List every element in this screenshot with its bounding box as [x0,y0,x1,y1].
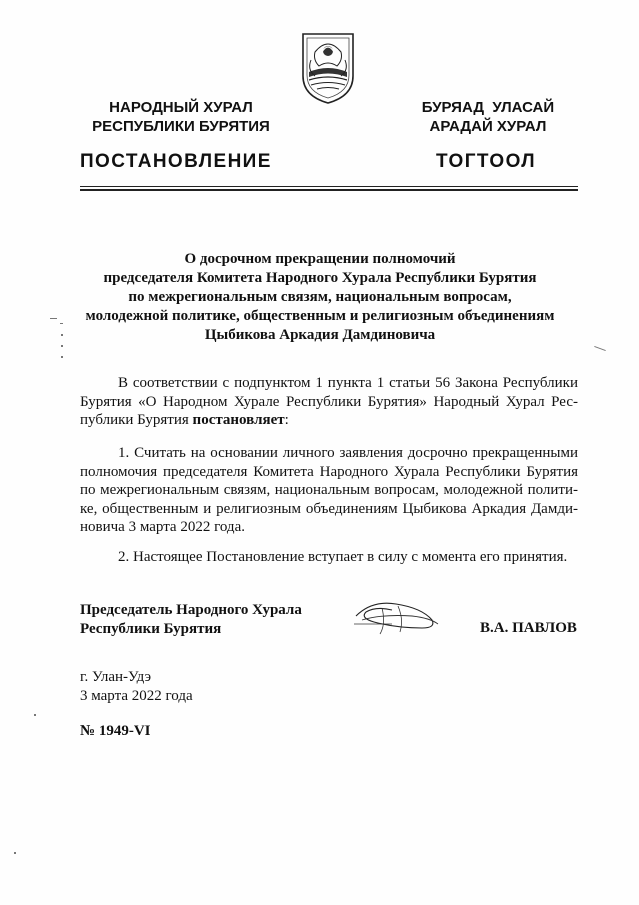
item-1-line: новича 3 марта 2022 года. [80,519,245,535]
doc-type-buryat: ТОГТООЛ [436,151,537,172]
org-right-line-1: БУРЯАД УЛАСАЙ [421,99,555,116]
doc-type-russian: ПОСТАНОВЛЕНИЕ [80,151,272,172]
parliament-name-russian [60,98,302,136]
scan-speck [61,356,63,358]
signatory-name: В.А. ПАВЛОВ [480,620,577,636]
handwritten-signature [352,594,442,642]
preamble-line: В соответствии с подпунктом 1 пункта 1 статьи 56 Закона Республики [118,375,578,391]
signatory-position [80,601,302,639]
item-1-paragraph [80,444,578,537]
org-left-line-1: НАРОДНЫЙ ХУРАЛ [109,99,253,116]
header-divider-thin [80,186,578,187]
place-and-date [80,668,193,706]
header-divider-thick [80,189,578,191]
org-right-line-2: АРАДАЙ ХУРАЛ [429,118,547,135]
title-line: Цыбикова Аркадия Дамдиновича [204,327,436,343]
signatory-position-line: Председатель Народного Хурала [80,602,302,618]
scan-speck [61,334,63,336]
resolves-keyword: постановляет [192,412,285,428]
title-line: молодежной политике, общественным и религиозным объединениям [85,308,555,324]
scan-speck [50,318,57,319]
scan-speck [34,714,36,716]
scan-speck [594,346,606,351]
preamble-paragraph [80,374,578,430]
place-date: 3 марта 2022 года [80,688,193,704]
preamble-line-text: публики Бурятия [80,412,193,428]
coat-of-arms-emblem [299,30,357,106]
title-line: О досрочном прекращении полномочий [184,251,456,267]
scan-speck [61,345,63,347]
item-1-line: ке, общественным и религиозным объединениям Цыбикова Аркадия Дамди- [80,500,578,517]
item-2-line: 2. Настоящее Постановление вступает в силу с момента его принятия. [118,549,568,565]
document-number: № 1949-VI [80,723,151,739]
parliament-name-buryat [388,98,588,136]
title-line: по межрегиональным связям, национальным вопросам, [128,289,512,305]
item-1-line: полномочия председателя Комитета Народного Хурала Республики Бурятия [80,463,578,480]
place-city: г. Улан-Удэ [80,669,152,685]
item-2-paragraph [80,548,578,567]
resolution-title [60,250,580,345]
item-1-line: 1. Считать на основании личного заявления досрочно прекращенными [118,445,578,461]
preamble-line [80,411,578,430]
preamble-colon: : [284,412,289,428]
signatory-position-line: Республики Бурятия [80,621,222,637]
title-line: председателя Комитета Народного Хурала Республики Бурятия [103,270,537,286]
scan-speck [60,323,63,324]
item-1-line: по межрегиональным связям, национальным вопросам, молодежной полити- [80,482,578,498]
org-left-line-2: РЕСПУБЛИКИ БУРЯТИЯ [92,118,270,135]
scan-speck [14,852,16,854]
preamble-line: Бурятия «О Народном Хурале Республики Бурятия» Народный Хурал Рес- [80,393,578,410]
